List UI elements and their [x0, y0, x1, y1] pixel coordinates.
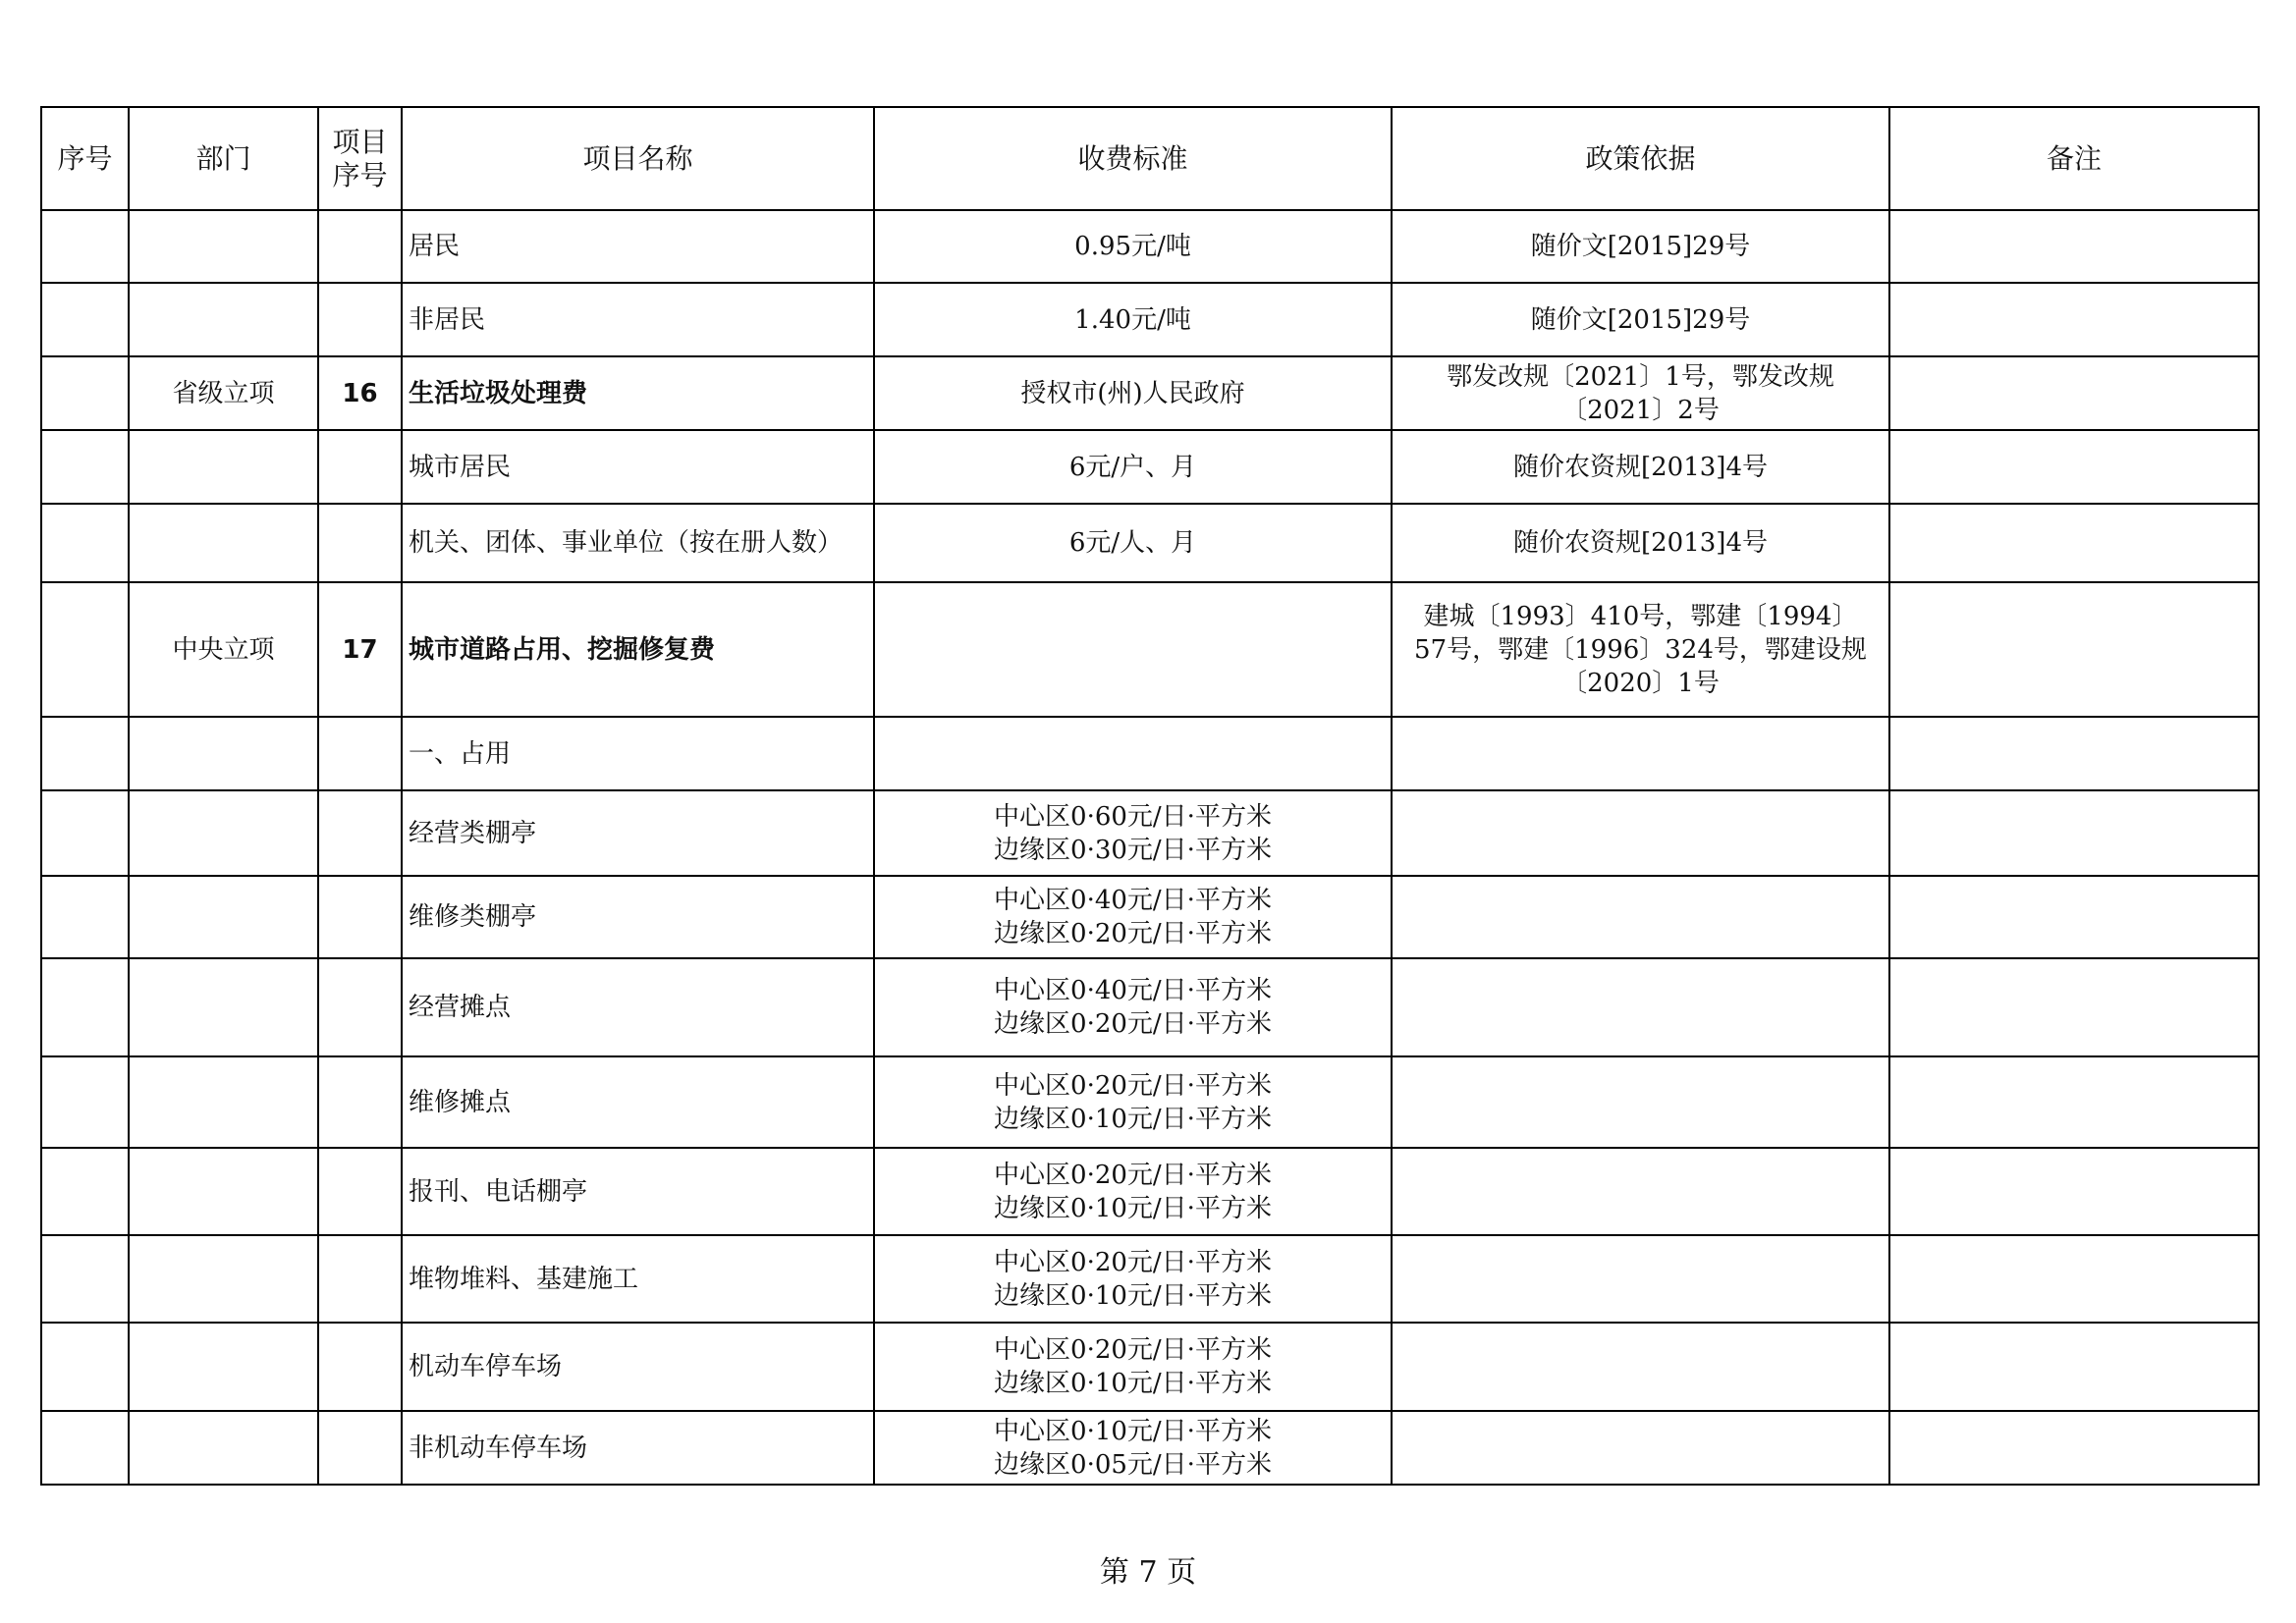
- cell-item-seq: [318, 1056, 402, 1148]
- cell-dept: [129, 958, 318, 1056]
- cell-dept: [129, 1056, 318, 1148]
- table-row: [41, 582, 2259, 717]
- page-number: 第 7 页: [1099, 1555, 1197, 1590]
- cell-policy-basis: [1392, 1235, 1889, 1323]
- cell-remark: [1889, 430, 2259, 504]
- table-row: [41, 876, 2259, 958]
- cell-item-name: 非机动车停车场: [402, 1411, 874, 1485]
- cell-item-seq: [318, 958, 402, 1056]
- cell-policy-basis: 随价文[2015]29号: [1392, 283, 1889, 356]
- header-dept: 部门: [129, 107, 318, 210]
- cell-seq: [41, 1056, 129, 1148]
- cell-seq: [41, 790, 129, 876]
- cell-remark: [1889, 356, 2259, 430]
- cell-dept: [129, 430, 318, 504]
- cell-fee-standard-line-1: 中心区0·40元/日·平方米: [994, 976, 1272, 1005]
- cell-policy-basis: [1392, 790, 1889, 876]
- cell-seq: [41, 210, 129, 283]
- cell-fee-standard: [874, 717, 1392, 790]
- cell-fee-standard: 0.95元/吨: [874, 210, 1392, 283]
- cell-item-seq: [318, 790, 402, 876]
- cell-fee-standard: 授权市(州)人民政府: [874, 356, 1392, 430]
- cell-dept: [129, 504, 318, 582]
- cell-fee-standard-line-2: 边缘区0·20元/日·平方米: [994, 1009, 1272, 1039]
- cell-remark: [1889, 283, 2259, 356]
- cell-dept: [129, 210, 318, 283]
- header-policy: 政策依据: [1392, 107, 1889, 210]
- cell-remark: [1889, 1148, 2259, 1235]
- cell-item-seq: [318, 1148, 402, 1235]
- table-row: [41, 790, 2259, 876]
- cell-fee-standard: 6元/户、月: [874, 430, 1392, 504]
- cell-policy-basis: [1392, 1323, 1889, 1411]
- cell-item-seq: [318, 504, 402, 582]
- cell-item-name: 居民: [402, 210, 874, 283]
- table-row: [41, 283, 2259, 356]
- cell-fee-standard-line-2: 边缘区0·20元/日·平方米: [994, 919, 1272, 948]
- cell-fee-standard-line-1: 中心区0·20元/日·平方米: [994, 1160, 1272, 1190]
- cell-fee-standard: [874, 1235, 1392, 1323]
- cell-item-name: 生活垃圾处理费: [402, 356, 874, 430]
- table-body: [41, 210, 2259, 1485]
- cell-remark: [1889, 790, 2259, 876]
- header-seq: 序号: [41, 107, 129, 210]
- cell-item-name: 报刊、电话棚亭: [402, 1148, 874, 1235]
- table-row: [41, 1323, 2259, 1411]
- cell-dept: [129, 876, 318, 958]
- cell-fee-standard-line-1: 中心区0·60元/日·平方米: [994, 801, 1272, 832]
- table-row: [41, 430, 2259, 504]
- cell-fee-standard: [874, 1056, 1392, 1148]
- cell-fee-standard: 1.40元/吨: [874, 283, 1392, 356]
- cell-policy-basis: [1392, 1148, 1889, 1235]
- cell-dept: 省级立项: [129, 356, 318, 430]
- cell-policy-basis-line-1: 鄂发改规〔2021〕1号，鄂发改规: [1447, 361, 1834, 392]
- cell-fee-standard: [874, 790, 1392, 876]
- cell-seq: [41, 582, 129, 717]
- cell-item-seq: [318, 876, 402, 958]
- cell-item-seq: [318, 283, 402, 356]
- cell-dept: [129, 1323, 318, 1411]
- cell-item-name: 非居民: [402, 283, 874, 356]
- table-row: [41, 356, 2259, 430]
- cell-remark: [1889, 1411, 2259, 1485]
- table-row: [41, 717, 2259, 790]
- cell-seq: [41, 876, 129, 958]
- cell-item-name: 维修类棚亭: [402, 876, 874, 958]
- cell-item-name: 一、占用: [402, 717, 874, 790]
- cell-policy-basis: [1392, 1411, 1889, 1485]
- cell-item-seq: [318, 1235, 402, 1323]
- cell-remark: [1889, 958, 2259, 1056]
- cell-remark: [1889, 1323, 2259, 1411]
- header-name: 项目名称: [402, 107, 874, 210]
- cell-fee-standard: [874, 1411, 1392, 1485]
- cell-item-seq: [318, 210, 402, 283]
- header-remark: 备注: [1889, 107, 2259, 210]
- cell-fee-standard-line-2: 边缘区0·10元/日·平方米: [994, 1193, 1272, 1223]
- cell-policy-basis: 随价文[2015]29号: [1392, 210, 1889, 283]
- cell-policy-basis: [1392, 717, 1889, 790]
- cell-item-name: 机关、团体、事业单位（按在册人数）: [402, 504, 874, 582]
- header-standard: 收费标准: [874, 107, 1392, 210]
- cell-item-seq: [318, 1411, 402, 1485]
- cell-fee-standard-line-2: 边缘区0·10元/日·平方米: [994, 1104, 1272, 1134]
- cell-policy-basis: 随价农资规[2013]4号: [1392, 430, 1889, 504]
- cell-fee-standard-line-2: 边缘区0·10元/日·平方米: [994, 1369, 1272, 1398]
- cell-remark: [1889, 504, 2259, 582]
- cell-dept: 中央立项: [129, 582, 318, 717]
- table-row: [41, 210, 2259, 283]
- cell-seq: [41, 1148, 129, 1235]
- cell-item-seq: [318, 430, 402, 504]
- cell-remark: [1889, 717, 2259, 790]
- header-item-seq: [318, 107, 402, 210]
- cell-seq: [41, 958, 129, 1056]
- cell-fee-standard-line-1: 中心区0·10元/日·平方米: [994, 1416, 1272, 1446]
- cell-policy-basis: 随价农资规[2013]4号: [1392, 504, 1889, 582]
- cell-policy-basis: [1392, 1056, 1889, 1148]
- cell-fee-standard: [874, 958, 1392, 1056]
- cell-seq: [41, 1235, 129, 1323]
- cell-policy-basis-line-2: 〔2021〕2号: [1561, 395, 1720, 425]
- cell-seq: [41, 356, 129, 430]
- cell-fee-standard-line-1: 中心区0·20元/日·平方米: [994, 1335, 1272, 1365]
- table-row: [41, 1235, 2259, 1323]
- cell-dept: [129, 1235, 318, 1323]
- cell-fee-standard: [874, 876, 1392, 958]
- cell-item-seq: [318, 1323, 402, 1411]
- cell-item-seq: 17: [318, 582, 402, 717]
- cell-policy-basis: [1392, 876, 1889, 958]
- cell-fee-standard-line-1: 中心区0·40元/日·平方米: [994, 886, 1272, 915]
- cell-seq: [41, 283, 129, 356]
- cell-policy-basis: [1392, 582, 1889, 717]
- table-row: [41, 1056, 2259, 1148]
- cell-fee-standard: 6元/人、月: [874, 504, 1392, 582]
- cell-fee-standard: [874, 582, 1392, 717]
- header-row: [41, 107, 2259, 210]
- cell-seq: [41, 717, 129, 790]
- cell-remark: [1889, 876, 2259, 958]
- cell-item-name: 机动车停车场: [402, 1323, 874, 1411]
- header-item-seq-line1: 项目: [332, 125, 388, 158]
- cell-policy-basis-line-2: 57号，鄂建〔1996〕324号，鄂建设规: [1414, 634, 1867, 665]
- cell-remark: [1889, 1235, 2259, 1323]
- cell-seq: [41, 1323, 129, 1411]
- cell-fee-standard-line-2: 边缘区0·30元/日·平方米: [994, 835, 1272, 865]
- table-row: [41, 958, 2259, 1056]
- cell-fee-standard: [874, 1148, 1392, 1235]
- header-item-seq-line2: 序号: [332, 158, 388, 191]
- cell-seq: [41, 430, 129, 504]
- cell-remark: [1889, 582, 2259, 717]
- table-row: [41, 1411, 2259, 1485]
- cell-fee-standard-line-2: 边缘区0·05元/日·平方米: [994, 1449, 1272, 1480]
- cell-item-seq: [318, 717, 402, 790]
- cell-item-name: 经营摊点: [402, 958, 874, 1056]
- cell-item-name: 城市居民: [402, 430, 874, 504]
- cell-item-name: 维修摊点: [402, 1056, 874, 1148]
- cell-dept: [129, 283, 318, 356]
- cell-remark: [1889, 1056, 2259, 1148]
- cell-dept: [129, 1411, 318, 1485]
- cell-item-name: 堆物堆料、基建施工: [402, 1235, 874, 1323]
- cell-policy-basis-line-1: 建城〔1993〕410号，鄂建〔1994〕: [1423, 601, 1858, 631]
- cell-item-name: 城市道路占用、挖掘修复费: [402, 582, 874, 717]
- cell-item-name: 经营类棚亭: [402, 790, 874, 876]
- cell-fee-standard-line-2: 边缘区0·10元/日·平方米: [994, 1280, 1272, 1311]
- cell-dept: [129, 790, 318, 876]
- cell-fee-standard: [874, 1323, 1392, 1411]
- cell-policy-basis: [1392, 356, 1889, 430]
- cell-seq: [41, 504, 129, 582]
- cell-fee-standard-line-1: 中心区0·20元/日·平方米: [994, 1070, 1272, 1101]
- cell-dept: [129, 717, 318, 790]
- cell-item-seq: 16: [318, 356, 402, 430]
- table-row: [41, 504, 2259, 582]
- cell-seq: [41, 1411, 129, 1485]
- fee-table: [40, 106, 2260, 1486]
- cell-policy-basis-line-3: 〔2020〕1号: [1561, 668, 1720, 698]
- table-row: [41, 1148, 2259, 1235]
- cell-dept: [129, 1148, 318, 1235]
- cell-fee-standard-line-1: 中心区0·20元/日·平方米: [994, 1247, 1272, 1277]
- cell-policy-basis: [1392, 958, 1889, 1056]
- cell-remark: [1889, 210, 2259, 283]
